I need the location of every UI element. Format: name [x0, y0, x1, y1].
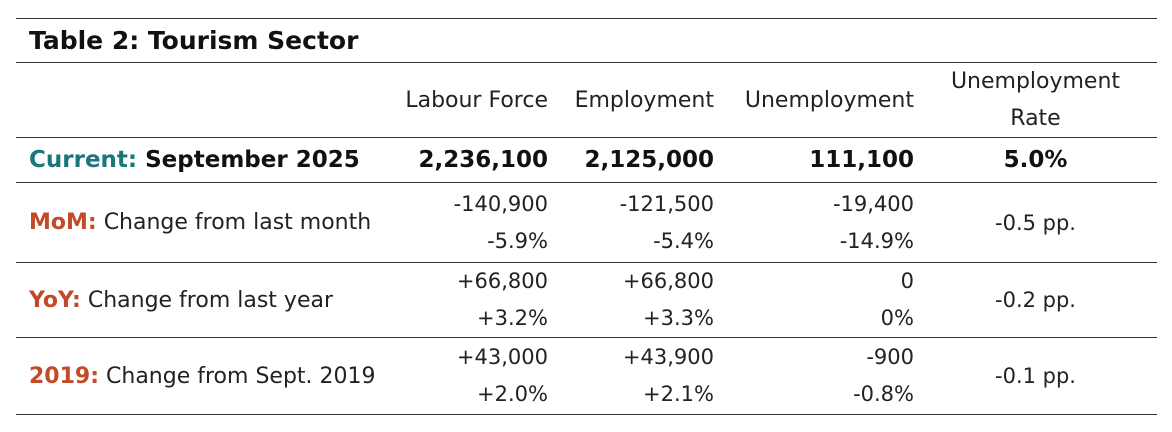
- header-labour-force: [382, 63, 548, 137]
- employment-abs: +66,800: [622, 269, 714, 293]
- unemployment-abs: -19,400: [832, 191, 914, 216]
- row-description: Change from Sept. 2019: [99, 363, 376, 389]
- header-unemployment: [714, 63, 914, 137]
- employment-change: [548, 183, 714, 262]
- header-row: [16, 63, 1157, 138]
- unemployment-abs: -900: [866, 345, 914, 369]
- current-unemployment: 111,100: [809, 147, 914, 173]
- header-rate-line2: Rate: [1010, 106, 1061, 131]
- employment-pct: -5.4%: [653, 228, 714, 253]
- employment-abs: +43,900: [622, 345, 714, 369]
- unemployment-pct: 0%: [880, 306, 914, 330]
- row-prefix: YoY:: [29, 287, 81, 313]
- header-rate-line1: Unemployment: [950, 69, 1121, 94]
- rate-change: -0.1 pp.: [995, 364, 1076, 388]
- row-description: Change from last year: [80, 287, 334, 313]
- header-employment: [548, 63, 714, 137]
- rate-change: -0.2 pp.: [995, 288, 1076, 312]
- labour-force-change: [382, 263, 548, 337]
- table-row-yoy: [16, 263, 1157, 338]
- current-labour-force: 2,236,100: [418, 147, 548, 173]
- row-label: [16, 338, 382, 414]
- table-title: Table 2: Tourism Sector: [16, 18, 1157, 63]
- employment-pct: +3.3%: [643, 306, 714, 330]
- labour-force-abs: +66,800: [456, 269, 548, 293]
- employment-pct: +2.1%: [643, 382, 714, 406]
- header-employment-label: Employment: [574, 87, 714, 113]
- row-label: [16, 263, 382, 337]
- labour-force-pct: -5.9%: [487, 228, 548, 253]
- current-label: [16, 138, 382, 182]
- header-unemployment-rate: [914, 63, 1157, 137]
- labour-force-abs: -140,900: [453, 191, 548, 216]
- header-labour-force-label: Labour Force: [405, 87, 548, 113]
- unemployment-change: [714, 338, 914, 414]
- row-description: Change from last month: [96, 210, 372, 235]
- current-row: [16, 138, 1157, 183]
- header-blank: [16, 63, 382, 137]
- table-row-2019: [16, 338, 1157, 415]
- table-row-mom: [16, 183, 1157, 263]
- unemployment-pct: -0.8%: [853, 382, 914, 406]
- row-prefix: MoM:: [29, 210, 97, 235]
- row-label: [16, 183, 382, 262]
- unemployment-change: [714, 263, 914, 337]
- current-prefix: Current:: [29, 147, 138, 173]
- unemployment-pct: -14.9%: [839, 228, 914, 253]
- header-unemployment-label: Unemployment: [744, 87, 914, 113]
- employment-change: [548, 338, 714, 414]
- labour-force-pct: +2.0%: [477, 382, 548, 406]
- labour-force-change: [382, 338, 548, 414]
- current-employment: 2,125,000: [584, 147, 714, 173]
- employment-change: [548, 263, 714, 337]
- row-prefix: 2019:: [29, 363, 100, 389]
- labour-force-abs: +43,000: [456, 345, 548, 369]
- current-period: September 2025: [137, 147, 360, 173]
- unemployment-abs: 0: [900, 269, 914, 293]
- current-rate: 5.0%: [1003, 147, 1068, 173]
- rate-change: -0.5 pp.: [995, 210, 1076, 235]
- unemployment-change: [714, 183, 914, 262]
- labour-force-change: [382, 183, 548, 262]
- tourism-sector-table: [16, 18, 1157, 415]
- employment-abs: -121,500: [619, 191, 714, 216]
- labour-force-pct: +3.2%: [477, 306, 548, 330]
